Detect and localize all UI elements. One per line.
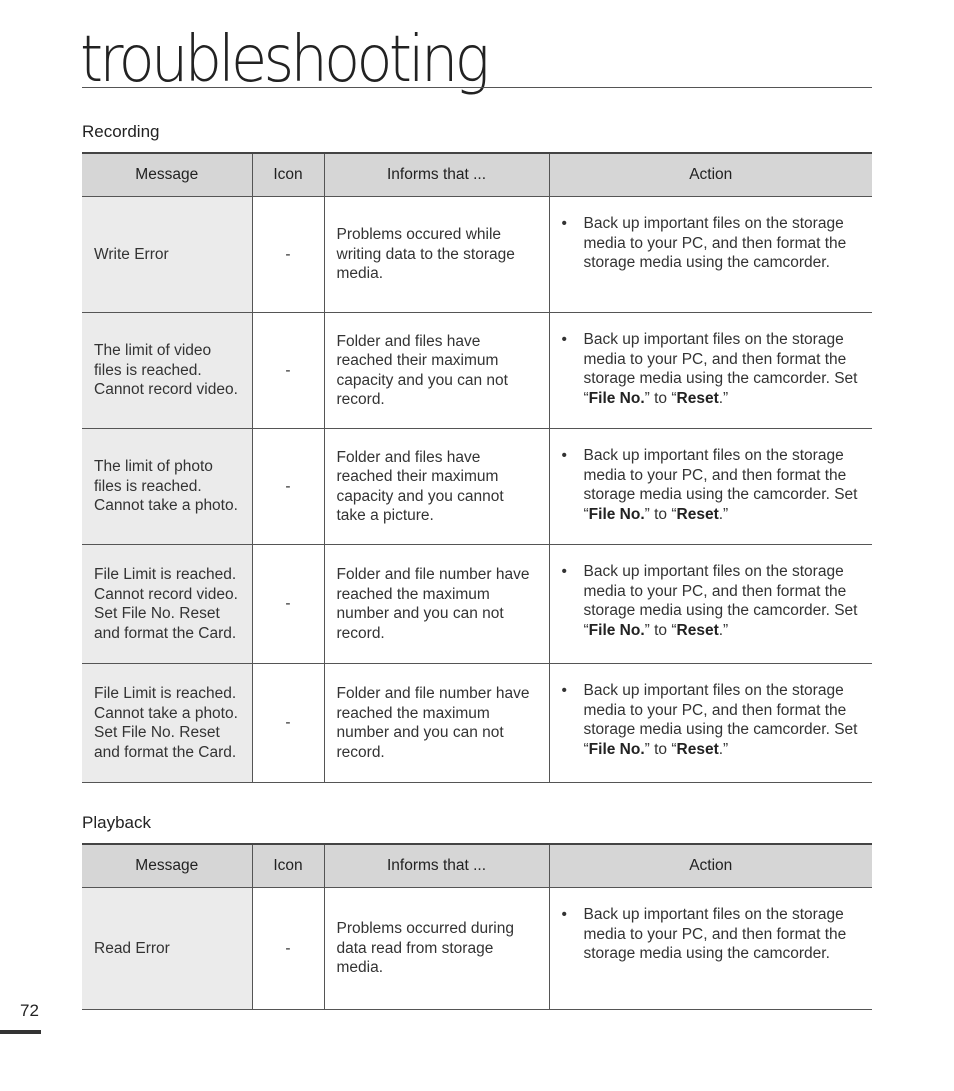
informs-cell: Problems occurred during data read from storage media. (324, 888, 549, 1010)
table-row (82, 429, 872, 545)
column-header-informs: Informs that ... (324, 153, 549, 197)
table-row (82, 313, 872, 429)
action-text: Back up important files on the storage media to your PC, and then format the storage media using the camcorder. Set “File No.” to “Reset.” (583, 447, 858, 523)
file-no-label: File No. (588, 740, 645, 758)
file-no-label: File No. (588, 505, 645, 523)
icon-cell: - (252, 313, 324, 429)
table-header-row (82, 153, 872, 197)
playback-table (82, 843, 872, 1010)
informs-cell: Problems occured while writing data to the storage media. (324, 197, 549, 313)
bullet-icon: • (561, 447, 567, 464)
action-cell (549, 888, 872, 1010)
column-header-informs: Informs that ... (324, 844, 549, 888)
page-number: 72 (20, 1001, 39, 1020)
title-rule (82, 87, 872, 88)
bullet-icon: • (561, 331, 567, 348)
table-row (82, 664, 872, 783)
message-cell: The limit of photo files is reached. Cannot take a photo. (82, 429, 252, 545)
action-text: Back up important files on the storage media to your PC, and then format the storage media using the camcorder. Set “File No.” to “Reset.” (583, 682, 858, 758)
icon-cell: - (252, 429, 324, 545)
column-header-icon: Icon (252, 153, 324, 197)
column-header-message: Message (82, 844, 252, 888)
column-header-icon: Icon (252, 844, 324, 888)
action-cell (549, 197, 872, 313)
column-header-action: Action (549, 844, 872, 888)
table-row (82, 197, 872, 313)
icon-cell: - (252, 664, 324, 783)
action-cell (549, 664, 872, 783)
message-cell: File Limit is reached. Cannot record video. Set File No. Reset and format the Card. (82, 545, 252, 664)
message-cell: Read Error (82, 888, 252, 1010)
recording-table (82, 152, 872, 783)
bullet-icon: • (561, 682, 567, 699)
file-no-label: File No. (588, 621, 645, 639)
section-heading-recording: Recording (82, 122, 160, 141)
reset-label: Reset (676, 505, 719, 523)
reset-label: Reset (676, 740, 719, 758)
action-text: Back up important files on the storage media to your PC, and then format the storage media using the camcorder. Set “File No.” to “Reset.” (583, 563, 858, 639)
section-heading-playback: Playback (82, 813, 151, 832)
page-number-bar (0, 1030, 41, 1034)
icon-cell: - (252, 545, 324, 664)
action-cell (549, 313, 872, 429)
message-cell: The limit of video files is reached. Cannot record video. (82, 313, 252, 429)
informs-cell: Folder and file number have reached the maximum number and you can not record. (324, 545, 549, 664)
column-header-action: Action (549, 153, 872, 197)
action-text: Back up important files on the storage media to your PC, and then format the storage media using the camcorder. (583, 215, 847, 271)
table-header-row (82, 844, 872, 888)
page-title: troubleshooting (80, 23, 487, 97)
message-cell: Write Error (82, 197, 252, 313)
file-no-label: File No. (588, 389, 645, 407)
informs-cell: Folder and files have reached their maximum capacity and you cannot take a picture. (324, 429, 549, 545)
message-cell: File Limit is reached. Cannot take a photo. Set File No. Reset and format the Card. (82, 664, 252, 783)
reset-label: Reset (676, 621, 719, 639)
action-cell (549, 429, 872, 545)
table-row (82, 545, 872, 664)
icon-cell: - (252, 197, 324, 313)
action-text: Back up important files on the storage media to your PC, and then format the storage media using the camcorder. (583, 906, 847, 962)
table-row (82, 888, 872, 1010)
informs-cell: Folder and files have reached their maximum capacity and you can not record. (324, 313, 549, 429)
action-cell (549, 545, 872, 664)
action-text: Back up important files on the storage media to your PC, and then format the storage media using the camcorder. Set “File No.” to “Reset.” (583, 331, 858, 407)
informs-cell: Folder and file number have reached the maximum number and you can not record. (324, 664, 549, 783)
icon-cell: - (252, 888, 324, 1010)
reset-label: Reset (676, 389, 719, 407)
bullet-icon: • (561, 906, 567, 923)
column-header-message: Message (82, 153, 252, 197)
bullet-icon: • (561, 563, 567, 580)
bullet-icon: • (561, 215, 567, 232)
